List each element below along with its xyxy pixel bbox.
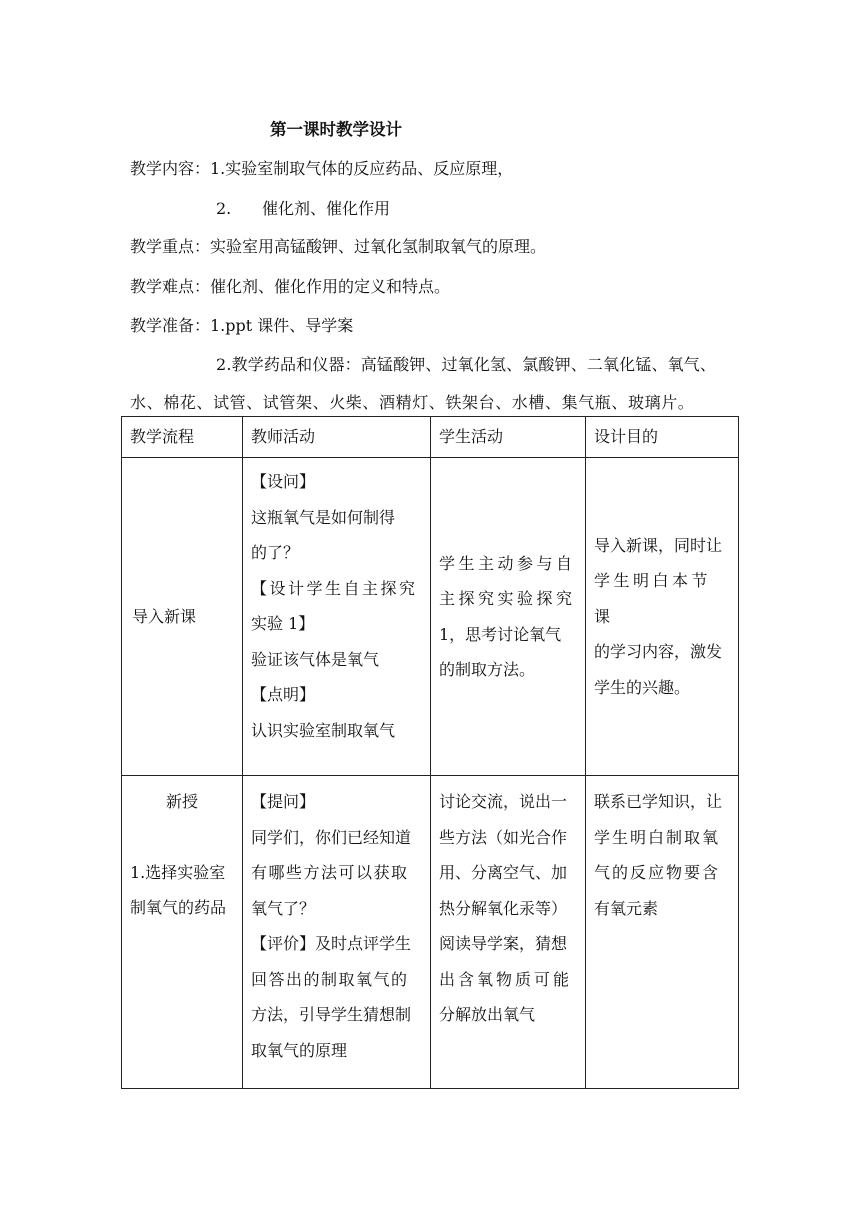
teacher-activity-cell: 【提问】 同学们，你们已经知道 有哪些方法可以获取 氧气了？ 【评价】及时点评学生 回答出的制取氧气的 方法，引导学生猜想制 取氧气的原理: [243, 776, 431, 1089]
header-cell: 教学流程: [122, 417, 243, 458]
purpose-cell: 联系已学知识，让 学生明白制取氧 气的反应物要含 有氧元素: [586, 776, 739, 1089]
teacher-activity-cell: 【设问】 这瓶氧气是如何制得 的了？ 【设计学生自主探究 实验 1】 验证该气体是氧气 【点明】 认识实验室制取氧气: [243, 458, 431, 776]
preparation-line-2: 2.教学药品和仪器：高锰酸钾、过氧化氢、氯酸钾、二氧化锰、氧气、: [216, 355, 717, 374]
table-header-row: [122, 417, 739, 458]
key-point-line: 教学重点：实验室用高锰酸钾、过氧化氢制取氧气的原理。: [130, 237, 547, 256]
header-cell: 学生活动: [431, 417, 586, 458]
table-row: [122, 776, 739, 1089]
purpose-cell: 导入新课，同时让 学生明白本节课 的学习内容，激发 学生的兴趣。: [586, 458, 739, 776]
preparation-line-3: 水、棉花、试管、试管架、火柴、酒精灯、铁架台、水槽、集气瓶、玻璃片。: [130, 393, 695, 412]
teaching-content-item-2: [216, 198, 390, 220]
header-cell: 设计目的: [586, 417, 739, 458]
student-activity-cell: 学生主动参与自 主探究实验探究 1，思考讨论氧气 的制取方法。: [431, 458, 586, 776]
preparation-line-1: 教学准备：1.ppt 课件、导学案: [130, 316, 354, 335]
flow-cell: 导入新课: [122, 458, 243, 776]
flow-cell: 新授 1.选择实验室 制氧气的药品: [122, 776, 243, 1089]
header-cell: 教师活动: [243, 417, 431, 458]
table-row: [122, 458, 739, 776]
difficulty-line: 教学难点：催化剂、催化作用的定义和特点。: [130, 277, 451, 296]
student-activity-cell: 讨论交流，说出一 些方法（如光合作 用、分离空气、加 热分解氧化汞等） 阅读导学案，猜想 出含氧物质可能 分解放出氧气: [431, 776, 586, 1089]
lesson-plan-table: [121, 416, 739, 1089]
item-number: 2.: [216, 199, 232, 218]
teaching-content-line: 教学内容：1.实验室制取气体的反应药品、反应原理，: [130, 159, 514, 178]
item-text: 催化剂、催化作用: [262, 199, 391, 218]
page-title: 第一课时教学设计: [270, 120, 402, 139]
